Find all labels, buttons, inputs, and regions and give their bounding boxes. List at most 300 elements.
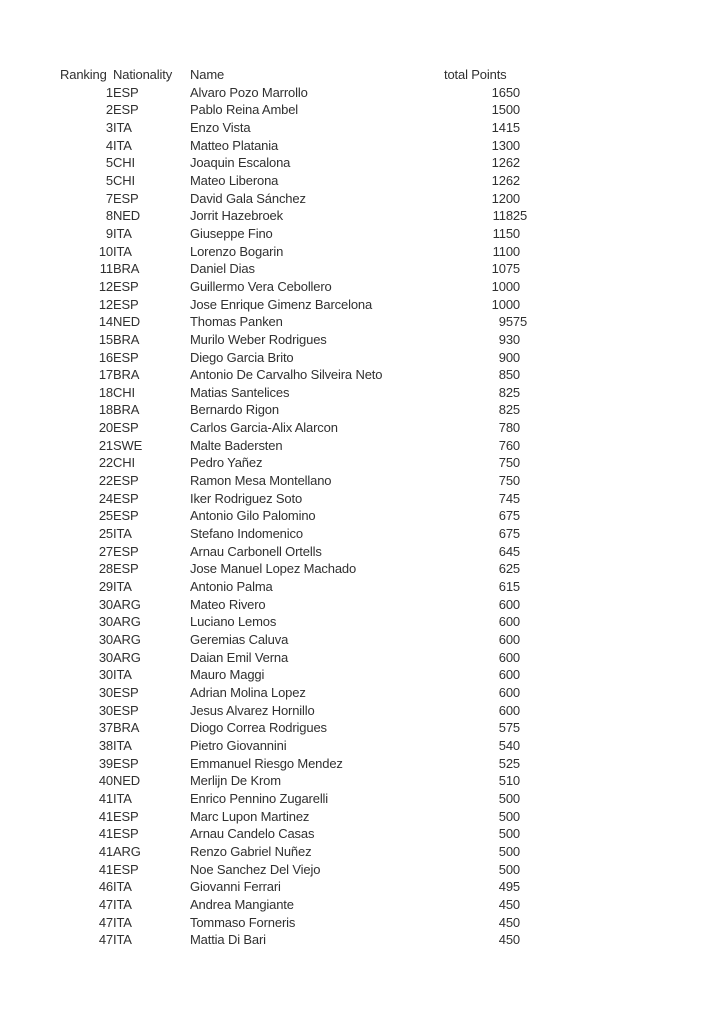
cell-extra (520, 190, 560, 208)
cell-extra (520, 825, 560, 843)
cell-extra (520, 119, 560, 137)
cell-extra (520, 525, 560, 543)
cell-extra (520, 437, 560, 455)
cell-ranking: 28 (98, 561, 113, 577)
table-row (60, 896, 560, 914)
cell-name: Jose Enrique Gimenz Barcelona (190, 296, 373, 312)
cell-nationality: ITA (113, 932, 132, 948)
cell-points: 540 (498, 737, 520, 753)
cell-extra (520, 101, 560, 119)
cell-nationality: ESP (113, 508, 139, 524)
cell-nationality: ESP (113, 278, 139, 294)
cell-name: Daniel Dias (190, 261, 255, 277)
table-row (60, 313, 560, 331)
table-row (60, 649, 560, 667)
cell-ranking: 14 (98, 314, 113, 330)
cell-name: Antonio De Carvalho Silveira Neto (190, 367, 383, 383)
cell-ranking: 5 (105, 155, 113, 171)
cell-name: Mateo Rivero (190, 596, 266, 612)
table-row (60, 119, 560, 137)
cell-ranking: 30 (98, 632, 113, 647)
cell-name: Pedro Yañez (190, 455, 263, 471)
cell-points: 675 (498, 526, 520, 542)
cell-points: 510 (498, 773, 520, 789)
cell-name: Murilo Weber Rodrigues (190, 331, 327, 347)
cell-points: 600 (498, 667, 520, 683)
cell-ranking: 30 (98, 684, 113, 700)
cell-nationality: ESP (113, 684, 139, 700)
cell-name: Enzo Vista (190, 119, 251, 135)
cell-extra (520, 719, 560, 737)
cell-extra (520, 225, 560, 243)
cell-nationality: BRA (113, 367, 140, 383)
cell-nationality: ARG (113, 614, 141, 630)
cell-extra (520, 260, 560, 278)
table-row (60, 931, 560, 949)
table-row (60, 914, 560, 932)
cell-nationality: ITA (113, 914, 132, 930)
cell-ranking: 24 (98, 490, 113, 506)
header-row (60, 66, 560, 84)
cell-points: 495 (498, 879, 520, 895)
cell-name: Emmanuel Riesgo Mendez (190, 755, 343, 771)
cell-nationality: SWE (113, 437, 143, 453)
cell-points: 780 (498, 420, 520, 436)
cell-extra (520, 596, 560, 614)
cell-ranking: 22 (98, 455, 113, 471)
cell-ranking: 41 (98, 843, 113, 859)
cell-name: Pietro Giovannini (190, 737, 287, 753)
header-name: Name (190, 67, 225, 82)
cell-points: 645 (498, 543, 520, 559)
cell-nationality: ESP (113, 755, 139, 771)
cell-nationality: ESP (113, 102, 139, 118)
cell-nationality: ITA (113, 896, 132, 912)
cell-extra (520, 631, 560, 649)
table-row (60, 666, 560, 684)
cell-extra (520, 684, 560, 702)
cell-ranking: 37 (98, 720, 113, 736)
cell-name: Matteo Platania (190, 137, 279, 153)
cell-ranking: 9 (105, 225, 113, 241)
cell-name: Adrian Molina Lopez (190, 684, 306, 700)
table-row (60, 525, 560, 543)
cell-nationality: ITA (113, 137, 132, 153)
cell-name: Jose Manuel Lopez Machado (190, 561, 357, 577)
cell-ranking: 29 (98, 579, 113, 595)
table-row (60, 278, 560, 296)
cell-nationality: ESP (113, 808, 139, 824)
cell-points: 500 (498, 790, 520, 806)
cell-ranking: 4 (105, 137, 113, 153)
cell-nationality: BRA (113, 720, 140, 736)
cell-points: 750 (498, 455, 520, 471)
cell-ranking: 30 (98, 596, 113, 612)
cell-nationality: ESP (113, 84, 139, 100)
cell-nationality: ARG (113, 632, 141, 647)
cell-ranking: 21 (98, 437, 113, 453)
table-row (60, 84, 560, 102)
cell-nationality: BRA (113, 331, 140, 347)
cell-name: Luciano Lemos (190, 614, 277, 630)
cell-ranking: 25 (98, 526, 113, 542)
cell-nationality: ESP (113, 561, 139, 577)
cell-extra (520, 755, 560, 773)
cell-ranking: 2 (105, 102, 113, 118)
cell-ranking: 41 (98, 790, 113, 806)
cell-points: 500 (498, 826, 520, 842)
cell-ranking: 18 (98, 384, 113, 400)
table-row (60, 101, 560, 119)
cell-extra (520, 154, 560, 172)
table-row (60, 825, 560, 843)
cell-extra (520, 737, 560, 755)
cell-ranking: 46 (98, 879, 113, 895)
cell-points: 900 (498, 349, 520, 365)
cell-nationality: ESP (113, 473, 139, 489)
cell-points: 625 (498, 561, 520, 577)
cell-ranking: 12 (98, 296, 113, 312)
cell-ranking: 41 (98, 808, 113, 824)
cell-points: 750 (498, 473, 520, 489)
cell-nationality: ESP (113, 349, 139, 365)
cell-nationality: ITA (113, 526, 132, 542)
table-row (60, 437, 560, 455)
cell-name: Daian Emil Verna (190, 649, 289, 665)
table-row (60, 843, 560, 861)
cell-points: 450 (498, 932, 520, 948)
cell-name: Mateo Liberona (190, 172, 279, 188)
cell-extra (520, 790, 560, 808)
cell-name: Malte Badersten (190, 437, 283, 453)
cell-name: David Gala Sánchez (190, 190, 306, 206)
table-row (60, 366, 560, 384)
cell-ranking: 47 (98, 932, 113, 948)
header-ranking: Ranking (60, 67, 107, 82)
cell-name: Tommaso Forneris (190, 914, 296, 930)
cell-extra (520, 137, 560, 155)
cell-ranking: 11 (99, 261, 113, 277)
cell-extra (520, 419, 560, 437)
table-row (60, 772, 560, 790)
cell-points: 1182 (492, 208, 520, 224)
header-extra (520, 66, 560, 84)
cell-nationality: ITA (113, 243, 132, 259)
table-row (60, 260, 560, 278)
cell-name: Noe Sanchez Del Viejo (190, 861, 321, 877)
cell-extra (520, 401, 560, 419)
cell-ranking: 41 (98, 861, 113, 877)
cell-extra: 5 (520, 314, 528, 330)
cell-name: Antonio Palma (190, 579, 273, 595)
cell-points: 525 (498, 755, 520, 771)
cell-ranking: 47 (98, 896, 113, 912)
table-row (60, 419, 560, 437)
table-row (60, 737, 560, 755)
cell-points: 675 (498, 508, 520, 524)
header-nationality: Nationality (113, 67, 173, 82)
cell-ranking: 15 (98, 331, 113, 347)
cell-points: 600 (498, 702, 520, 718)
cell-ranking: 30 (98, 649, 113, 665)
cell-extra (520, 896, 560, 914)
cell-name: Joaquin Escalona (190, 155, 291, 171)
table-row (60, 225, 560, 243)
cell-points: 450 (498, 914, 520, 930)
table-row (60, 613, 560, 631)
cell-name: Renzo Gabriel Nuñez (190, 843, 312, 859)
cell-points: 957 (498, 314, 520, 330)
table-row (60, 861, 560, 879)
cell-points: 615 (498, 579, 520, 595)
cell-name: Stefano Indomenico (190, 526, 303, 542)
cell-name: Giovanni Ferrari (190, 879, 281, 895)
cell-points: 930 (498, 331, 520, 347)
cell-points: 450 (498, 896, 520, 912)
table-row (60, 401, 560, 419)
cell-nationality: CHI (113, 172, 135, 188)
cell-points: 1262 (491, 155, 520, 171)
cell-nationality: CHI (113, 455, 135, 471)
cell-points: 745 (498, 490, 520, 506)
cell-nationality: CHI (113, 155, 135, 171)
cell-extra (520, 349, 560, 367)
cell-points: 600 (498, 614, 520, 630)
cell-extra (520, 666, 560, 684)
cell-ranking: 20 (98, 420, 113, 436)
cell-points: 500 (498, 808, 520, 824)
cell-points: 760 (498, 437, 520, 453)
cell-ranking: 47 (98, 914, 113, 930)
cell-name: Jesus Alvarez Hornillo (190, 702, 315, 718)
table-row (60, 207, 560, 225)
cell-ranking: 16 (98, 349, 113, 365)
cell-points: 825 (498, 402, 520, 418)
table-body (60, 84, 560, 949)
table-row (60, 543, 560, 561)
table-row (60, 349, 560, 367)
cell-extra (520, 490, 560, 508)
cell-nationality: ITA (113, 579, 132, 595)
cell-extra (520, 384, 560, 402)
cell-name: Mattia Di Bari (190, 932, 266, 948)
cell-nationality: ARG (113, 649, 141, 665)
cell-points: 1500 (491, 102, 520, 118)
table-row (60, 507, 560, 525)
cell-points: 1415 (491, 119, 520, 135)
cell-name: Merlijn De Krom (190, 773, 281, 789)
cell-name: Jorrit Hazebroek (190, 208, 283, 224)
table-row (60, 878, 560, 896)
table-row (60, 596, 560, 614)
cell-points: 600 (498, 596, 520, 612)
cell-points: 1150 (492, 225, 520, 241)
table-row (60, 384, 560, 402)
header-total-points: total Points (444, 67, 507, 82)
table-row (60, 702, 560, 720)
cell-name: Lorenzo Bogarin (190, 243, 284, 259)
table-row (60, 490, 560, 508)
cell-nationality: CHI (113, 384, 135, 400)
cell-extra (520, 472, 560, 490)
cell-nationality: ITA (113, 737, 132, 753)
cell-extra (520, 702, 560, 720)
table-row (60, 296, 560, 314)
cell-extra (520, 772, 560, 790)
cell-points: 1000 (491, 278, 520, 294)
cell-extra (520, 454, 560, 472)
table-row (60, 790, 560, 808)
cell-nationality: ESP (113, 702, 139, 718)
cell-nationality: ITA (113, 879, 132, 895)
cell-ranking: 39 (98, 755, 113, 771)
cell-nationality: NED (113, 208, 140, 224)
cell-extra (520, 507, 560, 525)
table-row (60, 137, 560, 155)
cell-nationality: ITA (113, 790, 132, 806)
cell-ranking: 7 (105, 190, 113, 206)
table-row (60, 560, 560, 578)
cell-extra (520, 578, 560, 596)
cell-nationality: BRA (113, 402, 140, 418)
cell-points: 500 (498, 843, 520, 859)
cell-extra (520, 914, 560, 932)
cell-nationality: ITA (113, 119, 132, 135)
cell-ranking: 22 (98, 473, 113, 489)
cell-ranking: 10 (98, 243, 113, 259)
cell-extra (520, 331, 560, 349)
cell-extra (520, 543, 560, 561)
cell-points: 1200 (491, 190, 520, 206)
cell-name: Carlos Garcia-Alix Alarcon (190, 420, 338, 436)
cell-name: Bernardo Rigon (190, 402, 279, 418)
cell-points: 850 (498, 367, 520, 383)
cell-extra (520, 366, 560, 384)
cell-name: Antonio Gilo Palomino (190, 508, 316, 524)
table-row (60, 243, 560, 261)
table-row (60, 190, 560, 208)
cell-ranking: 38 (98, 737, 113, 753)
cell-name: Diogo Correa Rodrigues (190, 720, 327, 736)
cell-name: Enrico Pennino Zugarelli (190, 790, 329, 806)
cell-extra (520, 808, 560, 826)
cell-name: Giuseppe Fino (190, 225, 273, 241)
cell-ranking: 18 (98, 402, 113, 418)
cell-points: 600 (498, 684, 520, 700)
cell-points: 1000 (491, 296, 520, 312)
cell-extra (520, 84, 560, 102)
cell-ranking: 17 (98, 367, 113, 383)
cell-name: Arnau Carbonell Ortells (190, 543, 322, 559)
cell-ranking: 12 (98, 278, 113, 294)
table-row (60, 154, 560, 172)
cell-ranking: 8 (105, 208, 113, 224)
cell-name: Arnau Candelo Casas (190, 826, 315, 842)
cell-points: 1100 (492, 243, 520, 259)
cell-points: 1075 (491, 261, 520, 277)
cell-ranking: 30 (98, 667, 113, 683)
cell-name: Alvaro Pozo Marrollo (190, 84, 308, 100)
cell-name: Guillermo Vera Cebollero (190, 278, 332, 294)
cell-ranking: 41 (98, 826, 113, 842)
cell-nationality: ESP (113, 826, 139, 842)
cell-extra (520, 243, 560, 261)
cell-extra: 5 (520, 208, 528, 224)
table-row (60, 631, 560, 649)
cell-extra (520, 278, 560, 296)
table-row (60, 172, 560, 190)
cell-points: 600 (498, 649, 520, 665)
table-row (60, 472, 560, 490)
cell-extra (520, 931, 560, 949)
cell-ranking: 1 (105, 84, 113, 100)
cell-extra (520, 172, 560, 190)
cell-nationality: ESP (113, 190, 139, 206)
cell-ranking: 30 (98, 614, 113, 630)
cell-nationality: BRA (113, 261, 140, 277)
cell-nationality: ESP (113, 490, 139, 506)
cell-points: 600 (498, 632, 520, 647)
cell-nationality: ESP (113, 296, 139, 312)
table-row (60, 755, 560, 773)
cell-name: Iker Rodriguez Soto (190, 490, 303, 506)
cell-nationality: ESP (113, 543, 139, 559)
ranking-table (60, 66, 560, 949)
cell-extra (520, 613, 560, 631)
table-row (60, 578, 560, 596)
table-row (60, 719, 560, 737)
cell-nationality: ESP (113, 861, 139, 877)
cell-name: Ramon Mesa Montellano (190, 473, 332, 489)
cell-extra (520, 861, 560, 879)
cell-extra (520, 296, 560, 314)
cell-nationality: NED (113, 773, 140, 789)
cell-nationality: ITA (113, 667, 132, 683)
cell-name: Diego Garcia Brito (190, 349, 294, 365)
cell-ranking: 40 (98, 773, 113, 789)
cell-name: Marc Lupon Martinez (190, 808, 310, 824)
cell-nationality: ESP (113, 420, 139, 436)
cell-nationality: ARG (113, 843, 141, 859)
table-row (60, 808, 560, 826)
cell-name: Geremias Caluva (190, 632, 289, 647)
cell-ranking: 5 (105, 172, 113, 188)
cell-extra (520, 878, 560, 896)
cell-nationality: ITA (113, 225, 132, 241)
cell-points: 1262 (491, 172, 520, 188)
cell-ranking: 27 (98, 543, 113, 559)
cell-name: Matias Santelices (190, 384, 290, 400)
cell-ranking: 3 (105, 119, 113, 135)
cell-nationality: ARG (113, 596, 141, 612)
cell-nationality: NED (113, 314, 140, 330)
cell-ranking: 30 (98, 702, 113, 718)
cell-points: 500 (498, 861, 520, 877)
table-row (60, 454, 560, 472)
cell-name: Andrea Mangiante (190, 896, 294, 912)
cell-name: Pablo Reina Ambel (190, 102, 299, 118)
table-row (60, 684, 560, 702)
cell-extra (520, 843, 560, 861)
cell-extra (520, 649, 560, 667)
cell-points: 825 (498, 384, 520, 400)
cell-points: 1300 (491, 137, 520, 153)
cell-name: Thomas Panken (190, 314, 283, 330)
cell-points: 1650 (491, 84, 520, 100)
table-row (60, 331, 560, 349)
cell-points: 575 (498, 720, 520, 736)
cell-extra (520, 560, 560, 578)
